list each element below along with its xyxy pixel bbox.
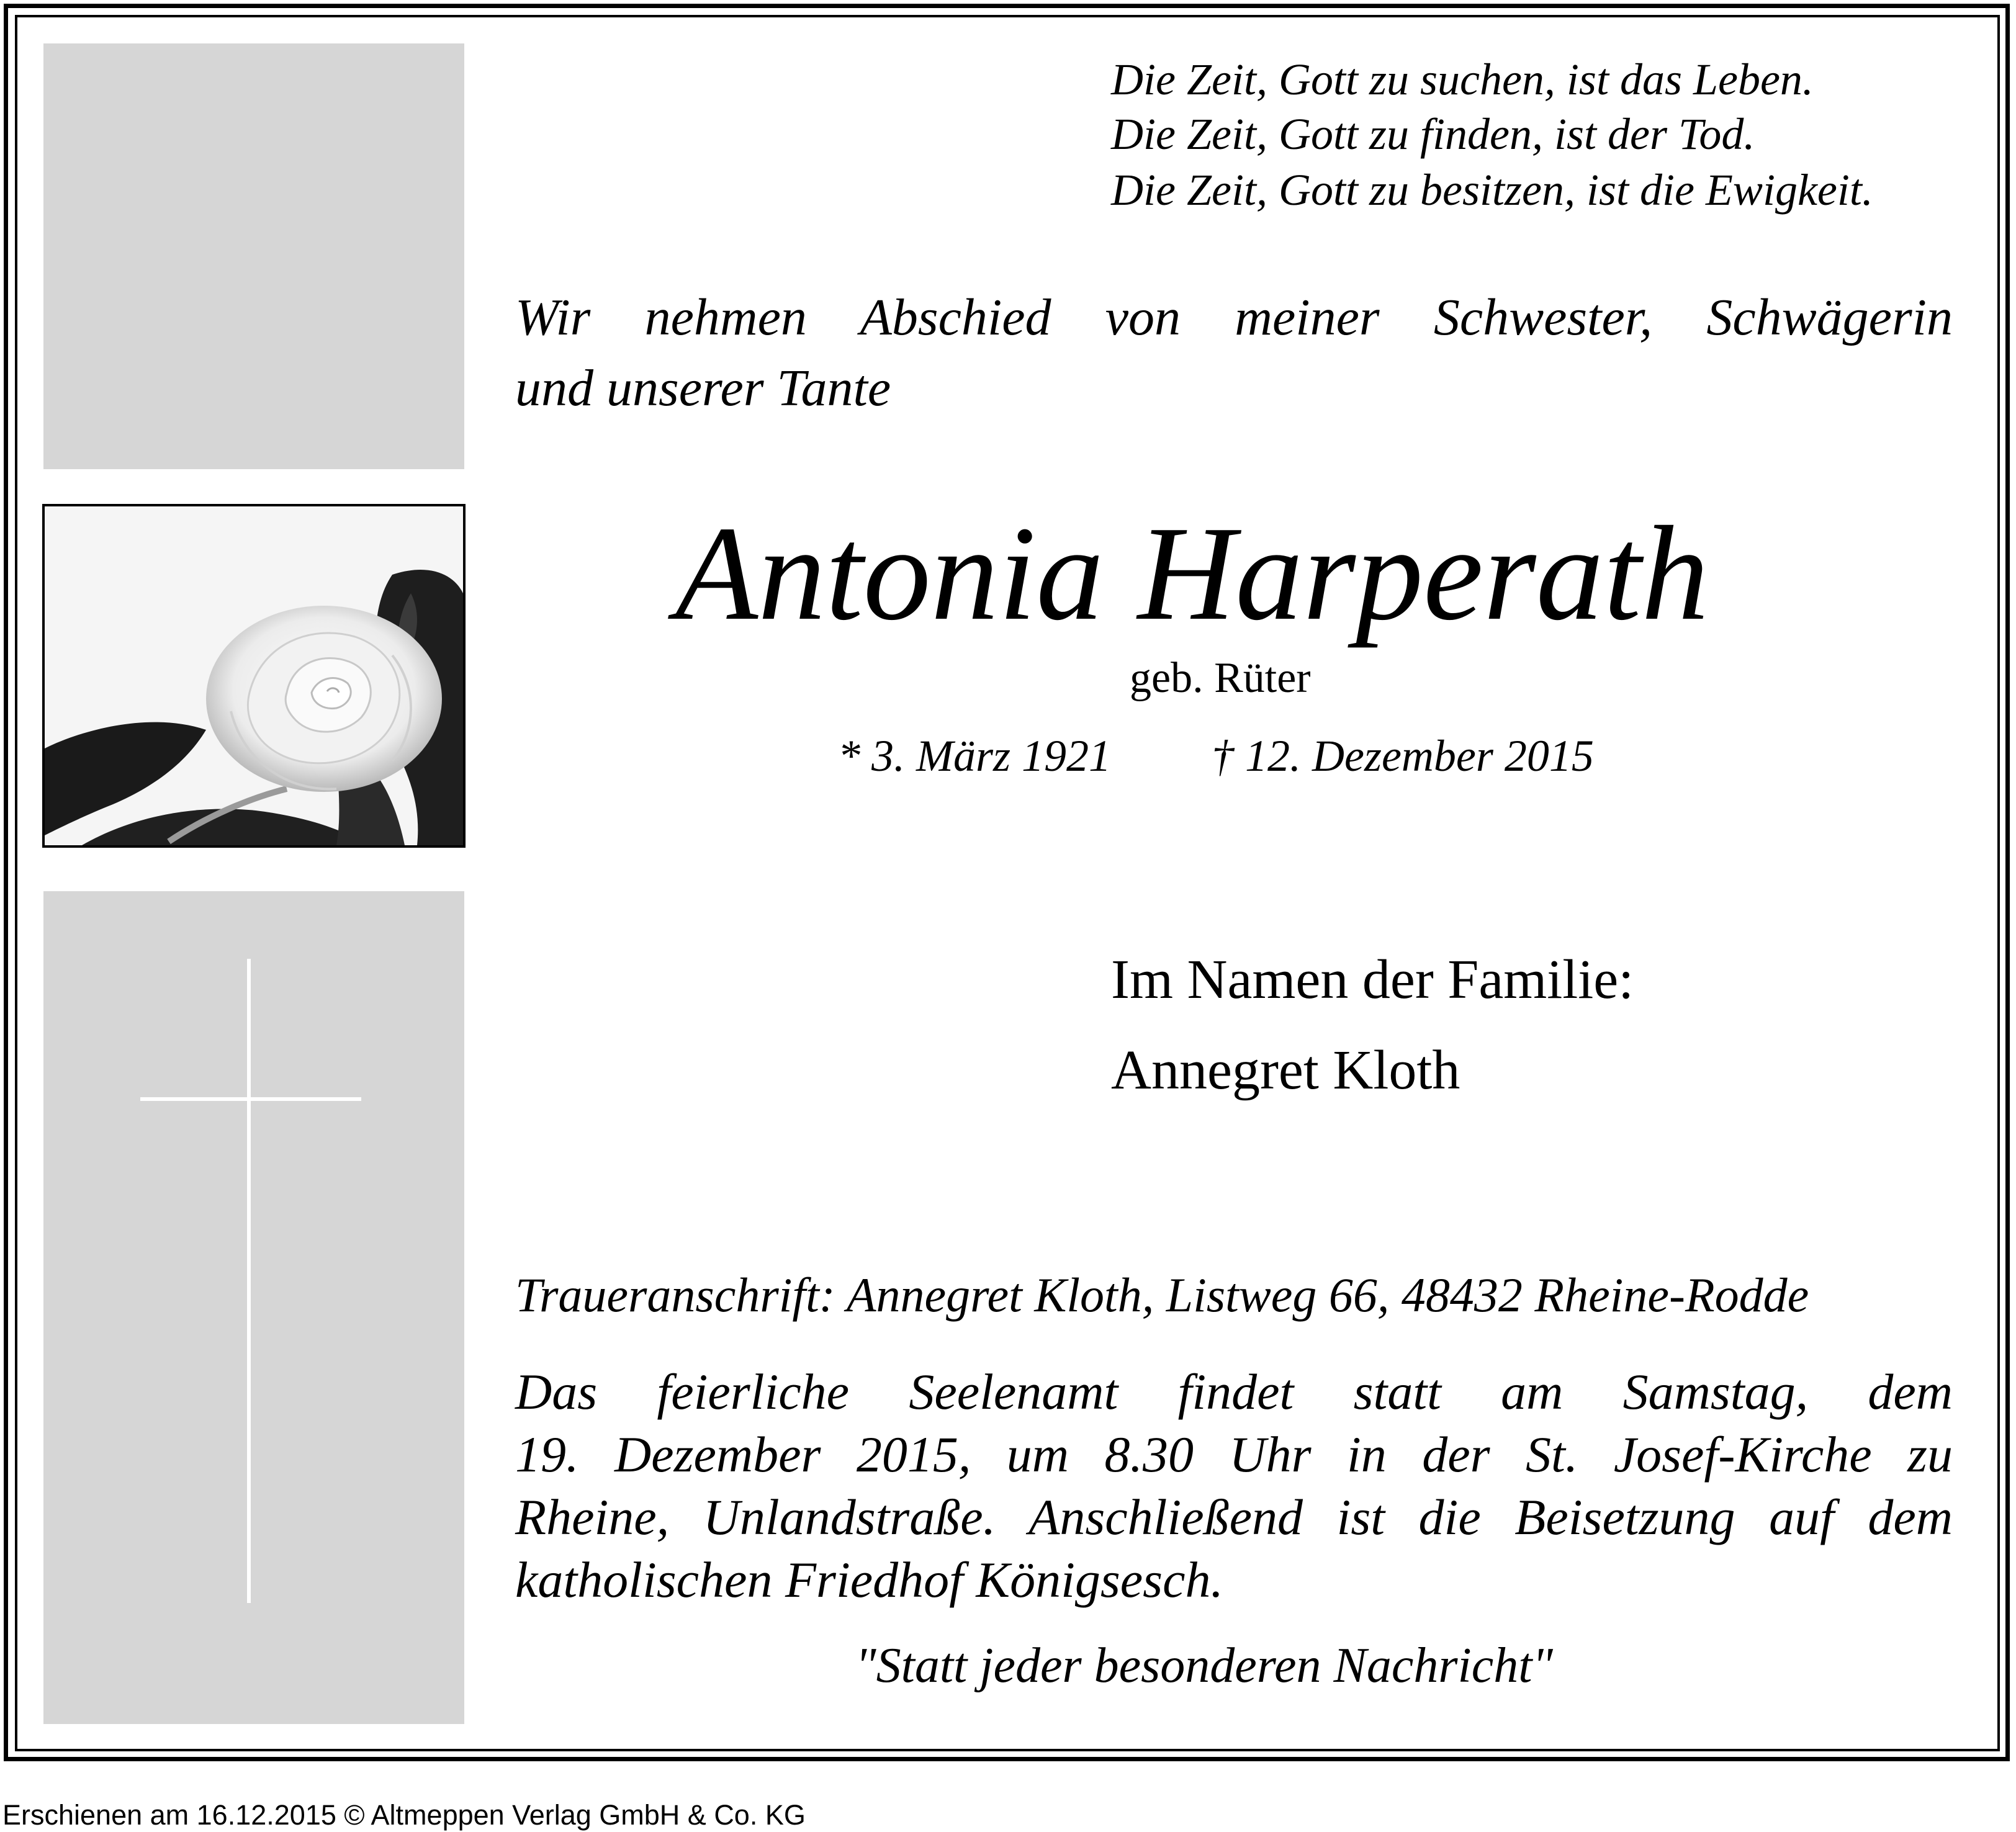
cross-icon <box>247 959 251 1603</box>
rose-image-icon <box>45 506 463 845</box>
deceased-name: Antonia Harperath <box>675 499 1709 649</box>
closing-line: "Statt jeder besonderen Nachricht" <box>855 1638 1554 1693</box>
death-date: † 12. Dezember 2015 <box>1212 731 1594 781</box>
intro-line-1: Wir nehmen Abschied von meiner Schwester, Schwägerin <box>515 289 1953 346</box>
service-line-3: Rheine, Unlandstraße. Anschließend ist die Beisetzung auf dem <box>515 1489 1953 1545</box>
service-line-1: Das feierliche Seelenamt findet statt am Samstag, dem <box>515 1363 1953 1420</box>
publication-footer: Erschienen am 16.12.2015 © Altmeppen Verlag GmbH & Co. KG <box>2 1799 806 1831</box>
bottom-gray-panel <box>43 891 464 1724</box>
family-heading: Im Namen der Familie: <box>1111 949 1634 1010</box>
quote-line-1: Die Zeit, Gott zu suchen, ist das Leben. <box>1111 55 1814 104</box>
white-rose-photo <box>42 504 466 848</box>
family-name: Annegret Kloth <box>1111 1039 1460 1101</box>
intro-line-2: und unserer Tante <box>515 359 891 417</box>
quote-line-3: Die Zeit, Gott zu besitzen, ist die Ewigkeit. <box>1111 165 1873 215</box>
cross-icon-bar <box>140 1097 361 1101</box>
quote-line-2: Die Zeit, Gott zu finden, ist der Tod. <box>1111 109 1755 159</box>
mourning-address: Traueranschrift: Annegret Kloth, Listweg 66, 48432 Rheine-Rodde <box>515 1268 1809 1322</box>
birth-date: * 3. März 1921 <box>838 731 1112 781</box>
service-line-4: katholischen Friedhof Königsesch. <box>515 1551 1223 1608</box>
service-line-2: 19. Dezember 2015, um 8.30 Uhr in der St. Josef-Kirche zu <box>515 1426 1953 1483</box>
top-gray-panel <box>43 43 464 469</box>
maiden-name: geb. Rüter <box>1130 654 1311 702</box>
